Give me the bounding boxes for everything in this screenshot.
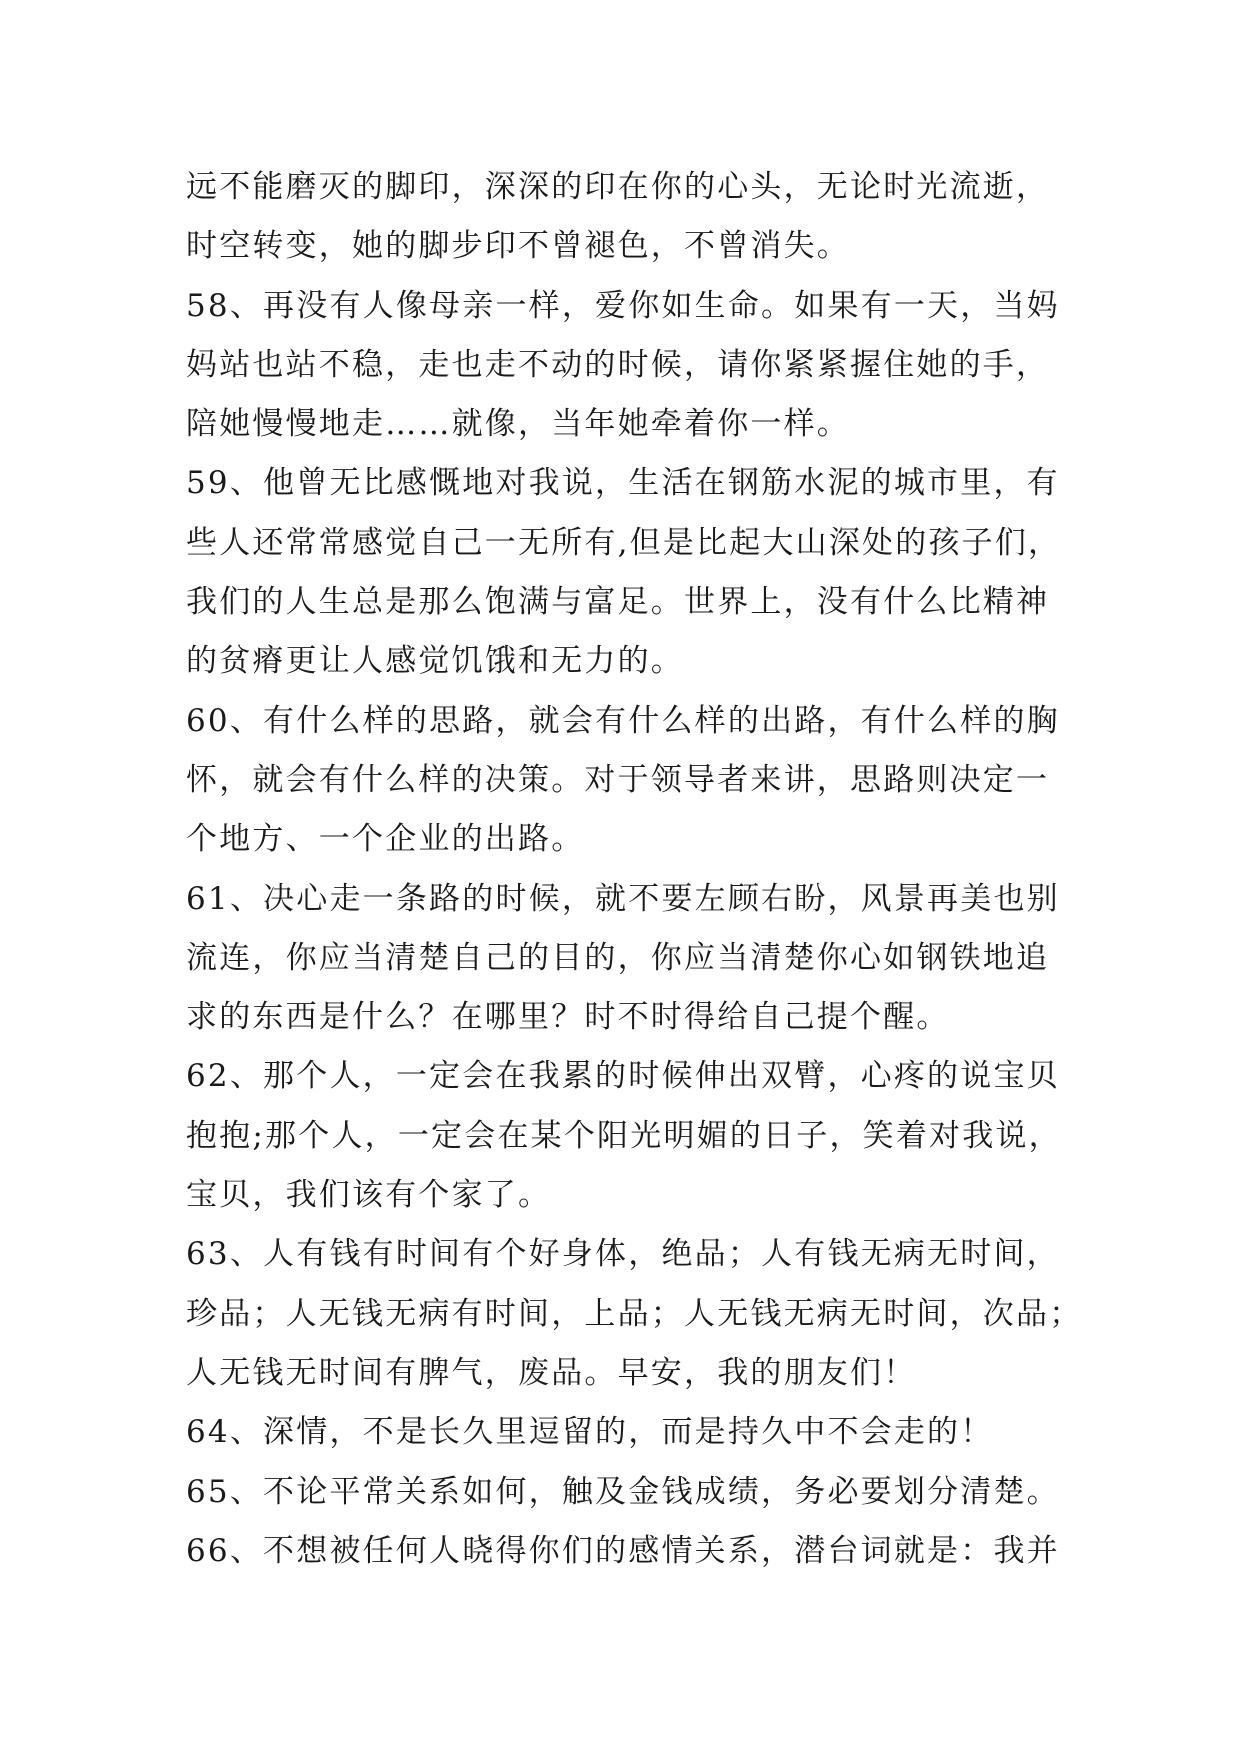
text-line: 远不能磨灭的脚印，深深的印在你的心头，无论时光流逝， (186, 169, 1050, 205)
text-line: 63、人有钱有时间有个好身体，绝品；人有钱无病无时间， (186, 1236, 1060, 1273)
text-line: 59、他曾无比感慨地对我说，生活在钢筋水泥的城市里，有 (186, 465, 1060, 502)
text-line: 65、不论平常关系如何，触及金钱成绩，务必要划分清楚。 (186, 1473, 1060, 1510)
text-line: 人无钱无时间有脾气，废品。早安，我的朋友们！ (186, 1354, 917, 1391)
text-line: 时空转变，她的脚步印不曾褪色，不曾消失。 (186, 228, 850, 265)
text-line: 陪她慢慢地走……就像，当年她牵着你一样。 (186, 406, 850, 443)
text-line: 62、那个人，一定会在我累的时候伸出双臂，心疼的说宝贝 (186, 1058, 1060, 1095)
text-line: 妈站也站不稳，走也走不动的时候，请你紧紧握住她的手， (186, 346, 1050, 383)
text-line: 64、深情，不是长久里逗留的，而是持久中不会走的！ (186, 1414, 994, 1451)
text-line: 珍品；人无钱无病有时间，上品；人无钱无病无时间，次品； (186, 1295, 1083, 1332)
text-line: 60、有什么样的思路，就会有什么样的出路，有什么样的胸 (186, 702, 1060, 739)
text-line: 个地方、一个企业的出路。 (186, 821, 585, 858)
text-line: 我们的人生总是那么饱满与富足。世界上，没有什么比精神 (186, 584, 1050, 621)
text-line: 抱抱;那个人，一定会在某个阳光明媚的日子，笑着对我说， (186, 1117, 1062, 1154)
text-line: 58、再没有人像母亲一样，爱你如生命。如果有一天，当妈 (186, 287, 1060, 324)
text-line: 66、不想被任何人晓得你们的感情关系，潜台词就是：我并 (186, 1532, 1060, 1569)
text-line: 些人还常常感觉自己一无所有,但是比起大山深处的孩子们， (186, 524, 1062, 561)
document-body (186, 158, 1083, 1581)
text-line: 61、决心走一条路的时候，就不要左顾右盼，风景再美也别 (186, 880, 1060, 917)
text-line: 宝贝，我们该有个家了。 (186, 1177, 552, 1214)
text-line: 怀，就会有什么样的决策。对于领导者来讲，思路则决定一 (186, 761, 1050, 798)
text-line: 的贫瘠更让人感觉饥饿和无力的。 (186, 643, 684, 680)
text-line: 流连，你应当清楚自己的目的，你应当清楚你心如钢铁地追 (186, 939, 1050, 976)
text-line: 求的东西是什么？在哪里？时不时得给自己提个醒。 (186, 999, 950, 1036)
